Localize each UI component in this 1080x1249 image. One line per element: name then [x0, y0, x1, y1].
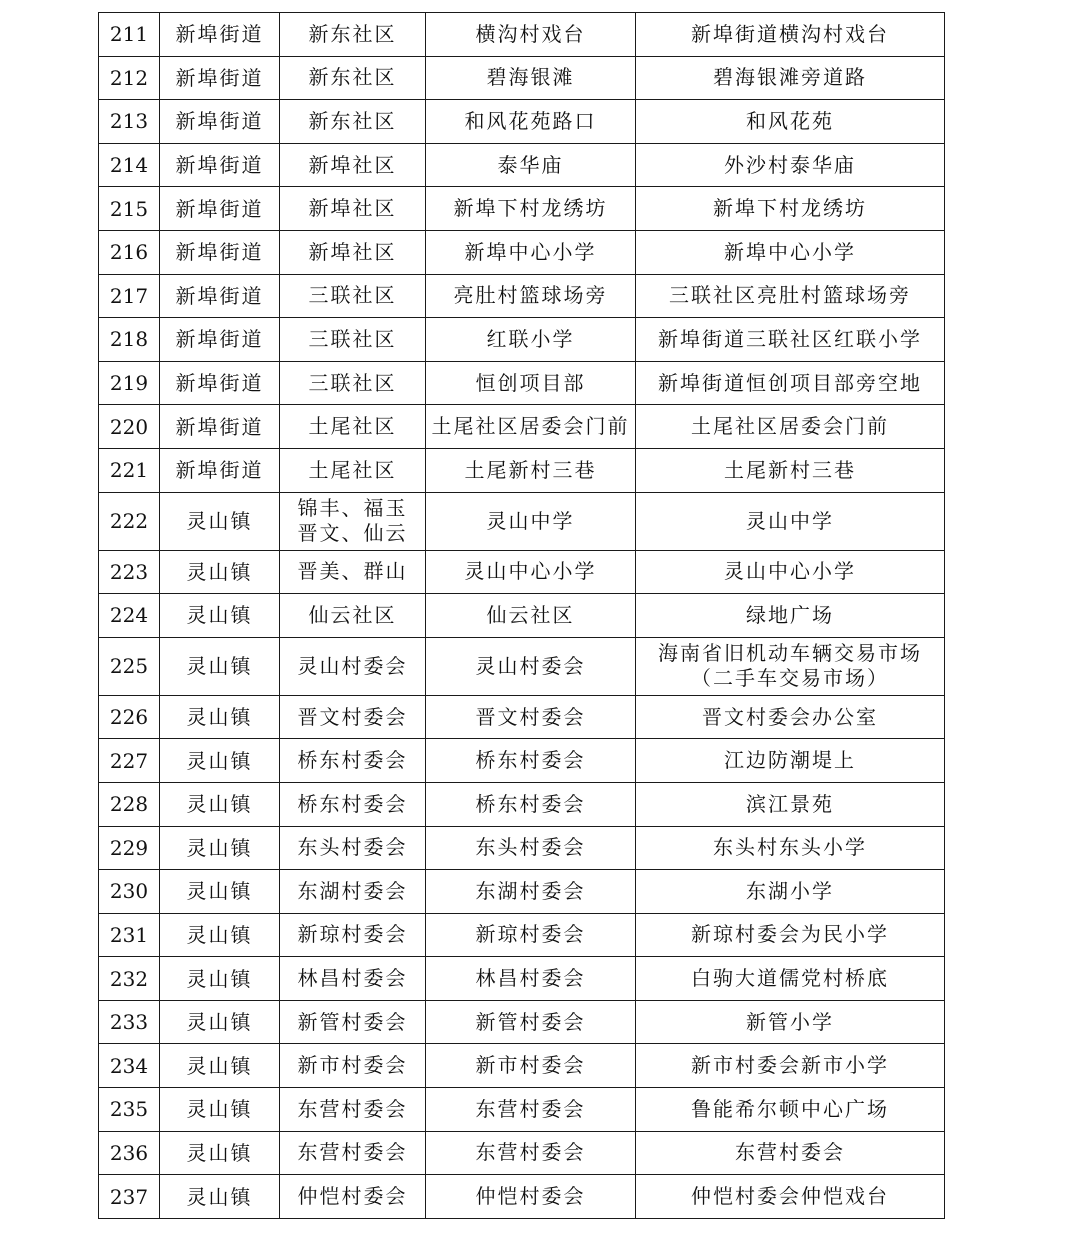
- cell-site-line: 桥东村委会: [475, 791, 586, 816]
- cell-number: 215: [99, 187, 160, 231]
- cell-community-line: 仙云社区: [308, 602, 397, 627]
- cell-site: [426, 143, 636, 187]
- cell-location: [636, 1131, 945, 1175]
- cell-number: 214: [99, 143, 160, 187]
- cell-location: [636, 1088, 945, 1132]
- table-row: [99, 1131, 945, 1175]
- cell-community-line: 东湖村委会: [297, 878, 408, 903]
- cell-location: [636, 594, 945, 638]
- cell-site-line: 碧海银滩: [486, 65, 575, 90]
- cell-location-line: 和风花苑: [746, 108, 834, 133]
- cell-location: [636, 550, 945, 594]
- cell-site: [426, 695, 636, 739]
- cell-site-line: 林昌村委会: [475, 966, 586, 991]
- cell-location-line: 碧海银滩旁道路: [713, 65, 867, 90]
- cell-community: [280, 1000, 426, 1044]
- cell-community-line: 晋文村委会: [297, 704, 408, 729]
- cell-community: [280, 13, 426, 57]
- table-row: [99, 13, 945, 57]
- cell-location-line: 新琼村委会为民小学: [691, 922, 889, 947]
- cell-community-line: 三联社区: [308, 370, 397, 395]
- table-row: [99, 318, 945, 362]
- cell-community: [280, 318, 426, 362]
- cell-community-line: 新东社区: [308, 21, 397, 46]
- cell-community: [280, 550, 426, 594]
- cell-number: 228: [99, 782, 160, 826]
- cell-town: 灵山镇: [160, 1044, 280, 1088]
- cell-town: 灵山镇: [160, 1088, 280, 1132]
- cell-community: [280, 448, 426, 492]
- table-row: [99, 594, 945, 638]
- cell-number: 219: [99, 361, 160, 405]
- cell-community: [280, 1131, 426, 1175]
- cell-site-line: 亮肚村篮球场旁: [453, 283, 608, 308]
- cell-community: [280, 56, 426, 100]
- cell-site: [426, 782, 636, 826]
- cell-site-line: 晋文村委会: [475, 704, 586, 729]
- cell-community: [280, 143, 426, 187]
- cell-community: [280, 274, 426, 318]
- cell-site: [426, 870, 636, 914]
- cell-town: 灵山镇: [160, 594, 280, 638]
- cell-community-line: 新埠社区: [308, 196, 397, 221]
- table-row: [99, 361, 945, 405]
- cell-number: 221: [99, 448, 160, 492]
- cell-number: 233: [99, 1000, 160, 1044]
- cell-location: [636, 13, 945, 57]
- cell-site-line: 土尾新村三巷: [464, 457, 597, 482]
- cell-site-line: 东营村委会: [475, 1140, 586, 1165]
- cell-community: [280, 187, 426, 231]
- cell-site: [426, 957, 636, 1001]
- cell-location-line: 三联社区亮肚村篮球场旁: [669, 283, 911, 308]
- cell-number: 225: [99, 637, 160, 695]
- cell-community: [280, 637, 426, 695]
- cell-town: 新埠街道: [160, 274, 280, 318]
- cell-number: 217: [99, 274, 160, 318]
- cell-number: 229: [99, 826, 160, 870]
- cell-location-line: 鲁能希尔顿中心广场: [691, 1096, 889, 1121]
- cell-site: [426, 274, 636, 318]
- table-row: [99, 695, 945, 739]
- cell-location: [636, 187, 945, 231]
- cell-site-line: 仲恺村委会: [475, 1184, 586, 1209]
- cell-site: [426, 1175, 636, 1219]
- cell-town: 新埠街道: [160, 361, 280, 405]
- table-row: [99, 274, 945, 318]
- cell-community-line: 新东社区: [308, 108, 397, 133]
- cell-location-line: 绿地广场: [746, 602, 834, 627]
- cell-town: 新埠街道: [160, 100, 280, 144]
- site-list-table: [98, 12, 945, 1219]
- cell-community-line: 新埠社区: [308, 239, 397, 264]
- table-row: [99, 826, 945, 870]
- cell-location-line: 东营村委会: [735, 1140, 845, 1165]
- cell-town: 灵山镇: [160, 870, 280, 914]
- cell-community-line: 桥东村委会: [297, 791, 408, 816]
- table-row: [99, 957, 945, 1001]
- cell-site: [426, 492, 636, 550]
- table-row: [99, 405, 945, 449]
- cell-location-line: 海南省旧机动车辆交易市场: [658, 641, 922, 666]
- cell-site-line: 横沟村戏台: [475, 21, 586, 46]
- cell-town: 新埠街道: [160, 405, 280, 449]
- cell-site: [426, 826, 636, 870]
- table-row: [99, 100, 945, 144]
- cell-site: [426, 550, 636, 594]
- table-body: [99, 13, 945, 1219]
- cell-site: [426, 637, 636, 695]
- cell-site: [426, 739, 636, 783]
- document-table-container: [98, 12, 944, 1219]
- table-row: [99, 56, 945, 100]
- cell-site: [426, 1044, 636, 1088]
- cell-site-line: 恒创项目部: [475, 370, 586, 395]
- cell-community: [280, 1088, 426, 1132]
- cell-location-line: 灵山中学: [746, 508, 834, 533]
- cell-site-line: 新管村委会: [475, 1009, 586, 1034]
- cell-location: [636, 826, 945, 870]
- cell-location: [636, 870, 945, 914]
- cell-community: [280, 695, 426, 739]
- table-row: [99, 230, 945, 274]
- cell-location-line: 新埠中心小学: [724, 239, 856, 264]
- cell-community-line: 锦丰、福玉: [297, 496, 408, 521]
- cell-site: [426, 1088, 636, 1132]
- cell-town: 新埠街道: [160, 143, 280, 187]
- cell-location: [636, 230, 945, 274]
- cell-location: [636, 100, 945, 144]
- cell-site: [426, 100, 636, 144]
- cell-community-line: 晋文、仙云: [297, 521, 408, 546]
- cell-site-line: 东营村委会: [475, 1096, 586, 1121]
- cell-town: 灵山镇: [160, 1175, 280, 1219]
- table-row: [99, 1088, 945, 1132]
- cell-community: [280, 100, 426, 144]
- cell-community: [280, 913, 426, 957]
- cell-location-line: 滨江景苑: [746, 791, 834, 816]
- cell-number: 236: [99, 1131, 160, 1175]
- cell-number: 212: [99, 56, 160, 100]
- cell-community-line: 东营村委会: [297, 1140, 408, 1165]
- cell-community-line: 新琼村委会: [297, 922, 408, 947]
- cell-community: [280, 594, 426, 638]
- cell-number: 216: [99, 230, 160, 274]
- table-row: [99, 1175, 945, 1219]
- cell-location-line: 新埠街道恒创项目部旁空地: [658, 370, 922, 395]
- cell-location: [636, 405, 945, 449]
- cell-town: 灵山镇: [160, 739, 280, 783]
- cell-community: [280, 492, 426, 550]
- cell-number: 218: [99, 318, 160, 362]
- cell-site-line: 仙云社区: [486, 602, 575, 627]
- cell-number: 226: [99, 695, 160, 739]
- cell-community-line: 东营村委会: [297, 1096, 408, 1121]
- cell-location: [636, 913, 945, 957]
- cell-site-line: 新埠中心小学: [464, 239, 597, 264]
- cell-community-line: 土尾社区: [308, 457, 397, 482]
- cell-site: [426, 1000, 636, 1044]
- cell-location-line: 新埠街道三联社区红联小学: [658, 326, 922, 351]
- cell-site-line: 灵山村委会: [475, 653, 586, 678]
- cell-location: [636, 318, 945, 362]
- cell-number: 234: [99, 1044, 160, 1088]
- cell-town: 新埠街道: [160, 187, 280, 231]
- cell-community-line: 林昌村委会: [297, 966, 408, 991]
- table-row: [99, 448, 945, 492]
- cell-community-line: 土尾社区: [308, 414, 397, 439]
- table-row: [99, 550, 945, 594]
- cell-community-line: 三联社区: [308, 326, 397, 351]
- cell-site: [426, 594, 636, 638]
- cell-community-line: 桥东村委会: [297, 748, 408, 773]
- cell-site-line: 泰华庙: [497, 152, 564, 177]
- cell-community-line: 新东社区: [308, 65, 397, 90]
- cell-site-line: 和风花苑路口: [464, 108, 597, 133]
- cell-town: 灵山镇: [160, 1131, 280, 1175]
- table-row: [99, 913, 945, 957]
- cell-community: [280, 361, 426, 405]
- cell-number: 231: [99, 913, 160, 957]
- cell-location: [636, 274, 945, 318]
- cell-site: [426, 56, 636, 100]
- cell-number: 230: [99, 870, 160, 914]
- cell-town: 灵山镇: [160, 637, 280, 695]
- cell-site: [426, 405, 636, 449]
- cell-community-line: 三联社区: [308, 283, 397, 308]
- cell-number: 227: [99, 739, 160, 783]
- cell-location: [636, 695, 945, 739]
- cell-location-line: 新市村委会新市小学: [691, 1053, 889, 1078]
- cell-location: [636, 1000, 945, 1044]
- cell-site: [426, 230, 636, 274]
- cell-site: [426, 361, 636, 405]
- table-row: [99, 1044, 945, 1088]
- cell-number: 232: [99, 957, 160, 1001]
- cell-town: 新埠街道: [160, 230, 280, 274]
- cell-site-line: 新市村委会: [475, 1053, 586, 1078]
- cell-location: [636, 1175, 945, 1219]
- cell-town: 新埠街道: [160, 448, 280, 492]
- cell-community: [280, 1175, 426, 1219]
- cell-location-line: 东头村东头小学: [713, 835, 867, 860]
- cell-location-line: 新管小学: [746, 1009, 834, 1034]
- cell-location-line: 土尾新村三巷: [724, 457, 856, 482]
- cell-location-line: （二手车交易市场）: [691, 666, 889, 691]
- cell-town: 灵山镇: [160, 913, 280, 957]
- cell-site-line: 东头村委会: [475, 835, 586, 860]
- table-row: [99, 492, 945, 550]
- table-row: [99, 782, 945, 826]
- cell-site: [426, 318, 636, 362]
- cell-location: [636, 1044, 945, 1088]
- cell-location-line: 外沙村泰华庙: [724, 152, 856, 177]
- cell-location: [636, 782, 945, 826]
- cell-site-line: 桥东村委会: [475, 748, 586, 773]
- cell-number: 224: [99, 594, 160, 638]
- cell-town: 灵山镇: [160, 550, 280, 594]
- cell-location-line: 白驹大道儒党村桥底: [691, 966, 889, 991]
- cell-location-line: 新埠下村龙绣坊: [713, 196, 867, 221]
- cell-site-line: 土尾社区居委会门前: [431, 414, 630, 439]
- cell-community: [280, 826, 426, 870]
- cell-community: [280, 870, 426, 914]
- cell-community-line: 新管村委会: [297, 1009, 408, 1034]
- cell-location: [636, 492, 945, 550]
- cell-location: [636, 56, 945, 100]
- cell-community-line: 晋美、群山: [297, 559, 408, 584]
- cell-number: 237: [99, 1175, 160, 1219]
- table-row: [99, 1000, 945, 1044]
- cell-location: [636, 143, 945, 187]
- cell-site-line: 新埠下村龙绣坊: [453, 196, 608, 221]
- table-row: [99, 870, 945, 914]
- cell-site-line: 灵山中心小学: [464, 559, 597, 584]
- cell-town: 灵山镇: [160, 957, 280, 1001]
- table-row: [99, 637, 945, 695]
- cell-number: 223: [99, 550, 160, 594]
- cell-location-line: 仲恺村委会仲恺戏台: [691, 1184, 889, 1209]
- cell-location-line: 晋文村委会办公室: [702, 704, 878, 729]
- cell-location-line: 江边防潮堤上: [724, 748, 856, 773]
- cell-number: 222: [99, 492, 160, 550]
- cell-community-line: 灵山村委会: [297, 653, 408, 678]
- cell-town: 新埠街道: [160, 318, 280, 362]
- cell-town: 灵山镇: [160, 1000, 280, 1044]
- cell-number: 213: [99, 100, 160, 144]
- cell-site: [426, 187, 636, 231]
- cell-location-line: 新埠街道横沟村戏台: [691, 21, 889, 46]
- cell-town: 新埠街道: [160, 13, 280, 57]
- cell-location: [636, 361, 945, 405]
- cell-community: [280, 1044, 426, 1088]
- cell-number: 235: [99, 1088, 160, 1132]
- cell-site-line: 红联小学: [486, 326, 575, 351]
- cell-site-line: 新琼村委会: [475, 922, 586, 947]
- cell-location-line: 灵山中心小学: [724, 559, 856, 584]
- cell-site: [426, 1131, 636, 1175]
- cell-town: 新埠街道: [160, 56, 280, 100]
- cell-location-line: 东湖小学: [746, 878, 834, 903]
- cell-community: [280, 405, 426, 449]
- cell-community: [280, 230, 426, 274]
- cell-location: [636, 637, 945, 695]
- cell-community: [280, 782, 426, 826]
- cell-community-line: 东头村委会: [297, 835, 408, 860]
- cell-site-line: 灵山中学: [486, 508, 575, 533]
- cell-site: [426, 913, 636, 957]
- table-row: [99, 187, 945, 231]
- cell-community-line: 仲恺村委会: [297, 1184, 408, 1209]
- table-row: [99, 739, 945, 783]
- cell-number: 211: [99, 13, 160, 57]
- cell-site-line: 东湖村委会: [475, 878, 586, 903]
- cell-community: [280, 739, 426, 783]
- cell-site: [426, 448, 636, 492]
- cell-town: 灵山镇: [160, 826, 280, 870]
- cell-community: [280, 957, 426, 1001]
- cell-location: [636, 739, 945, 783]
- cell-community-line: 新市村委会: [297, 1053, 408, 1078]
- cell-site: [426, 13, 636, 57]
- table-row: [99, 143, 945, 187]
- cell-location: [636, 957, 945, 1001]
- cell-community-line: 新埠社区: [308, 152, 397, 177]
- cell-location: [636, 448, 945, 492]
- cell-town: 灵山镇: [160, 782, 280, 826]
- cell-town: 灵山镇: [160, 492, 280, 550]
- cell-number: 220: [99, 405, 160, 449]
- cell-location-line: 土尾社区居委会门前: [691, 414, 889, 439]
- cell-town: 灵山镇: [160, 695, 280, 739]
